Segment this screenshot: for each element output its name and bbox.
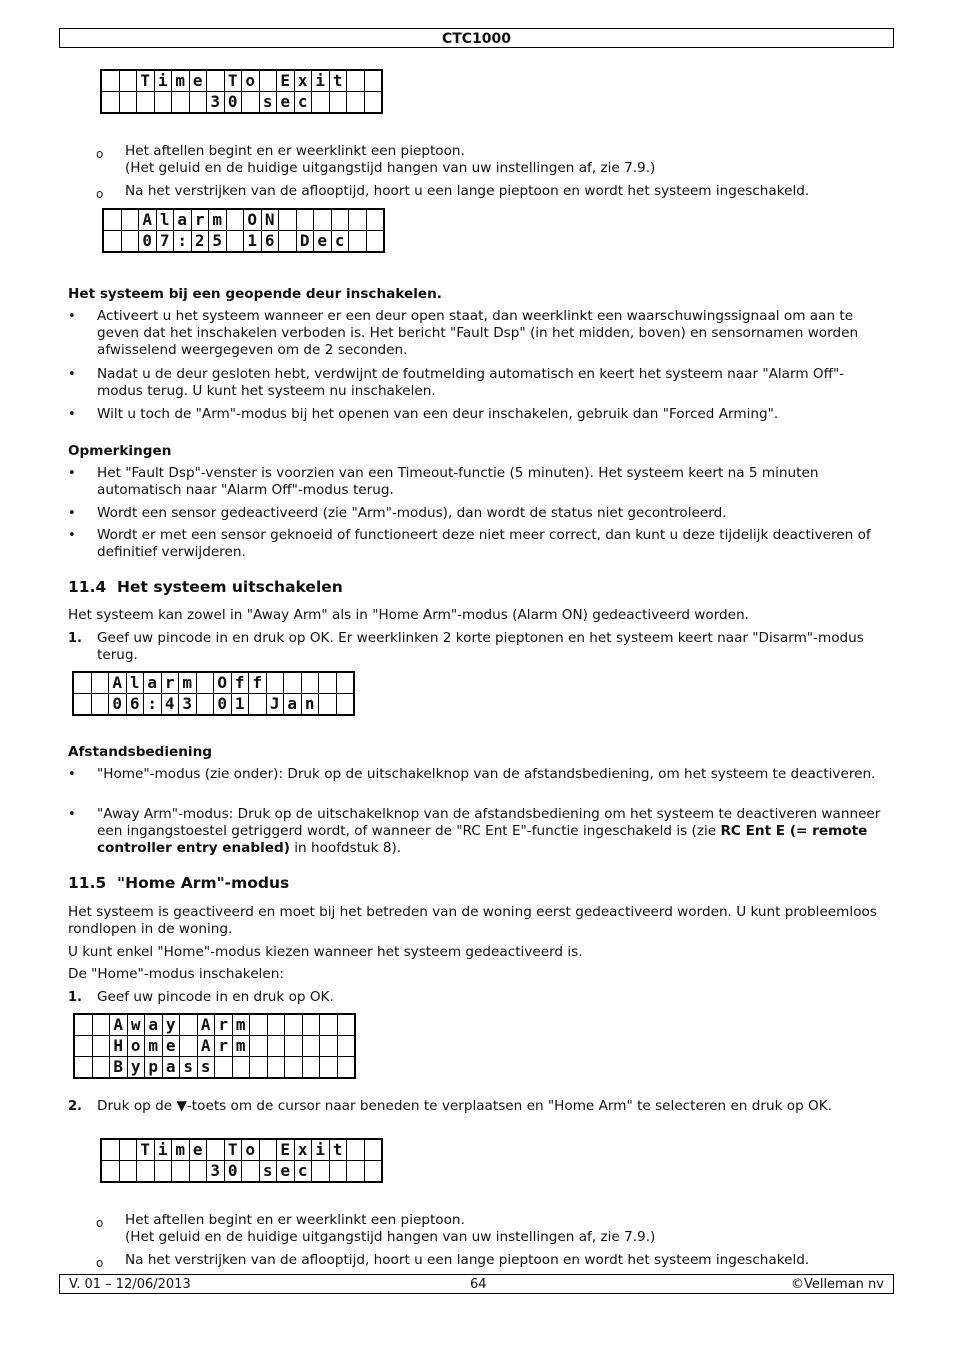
- lcd-cell: 0: [214, 694, 232, 716]
- lcd-cell: [119, 92, 137, 114]
- circle-bullet: o: [96, 1256, 104, 1270]
- lcd-row: [101, 1139, 382, 1161]
- lcd-cell: 0: [139, 231, 157, 253]
- lcd-cell: [207, 70, 225, 92]
- lcd-cell: i: [154, 1139, 172, 1161]
- lcd-cell: [279, 231, 297, 253]
- lcd-cell: m: [209, 209, 227, 231]
- subheading: Afstandsbediening: [68, 744, 213, 760]
- lcd-cell: f: [249, 672, 267, 694]
- lcd-cell: [137, 1161, 155, 1183]
- lcd-cell: [196, 694, 214, 716]
- lcd-cell: 3: [179, 694, 197, 716]
- paragraph: Geef uw pincode in en druk op OK. Er weerklinken 2 korte pieptonen en het systeem keert naar "Disarm"-modus terug.: [97, 630, 864, 663]
- lcd-cell: [137, 92, 155, 114]
- lcd-cell: 6: [126, 694, 144, 716]
- lcd-cell: [267, 1014, 285, 1036]
- lcd-cell: [74, 1057, 92, 1079]
- lcd-cell: 1: [244, 231, 262, 253]
- lcd-cell: c: [331, 231, 349, 253]
- lcd-cell: [364, 1161, 382, 1183]
- lcd-cell: i: [312, 1139, 330, 1161]
- lcd-cell: A: [139, 209, 157, 231]
- lcd-cell: [364, 92, 382, 114]
- lcd-cell: [259, 70, 277, 92]
- paragraph: Geef uw pincode in en druk op OK.: [97, 989, 334, 1005]
- paragraph: Het aftellen begint en er weerklinkt een pieptoon. (Het geluid en de huidige uitgangstijd hangen van uw instellingen af, zie 7.9.): [125, 143, 656, 176]
- lcd-cell: T: [137, 1139, 155, 1161]
- bullet: •: [68, 506, 76, 521]
- footer-version: V. 01 – 12/06/2013: [69, 1277, 191, 1292]
- lcd-cell: [279, 209, 297, 231]
- lcd-cell: [92, 1014, 110, 1036]
- lcd-cell: t: [329, 70, 347, 92]
- lcd-cell: [226, 231, 244, 253]
- lcd-cell: [267, 1057, 285, 1079]
- lcd-display-alarm-on: [102, 208, 385, 253]
- step-number: 1.: [68, 990, 82, 1005]
- lcd-cell: [302, 1036, 320, 1057]
- lcd-display-menu: [73, 1013, 356, 1079]
- bullet: •: [68, 367, 76, 382]
- lcd-cell: [92, 1036, 110, 1057]
- lcd-cell: [301, 672, 319, 694]
- lcd-cell: [336, 694, 354, 716]
- lcd-cell: [101, 92, 119, 114]
- lcd-row: [74, 1036, 355, 1057]
- lcd-cell: [101, 1139, 119, 1161]
- lcd-cell: T: [224, 70, 242, 92]
- lcd-cell: O: [244, 209, 262, 231]
- lcd-cell: [91, 672, 109, 694]
- lcd-cell: N: [261, 209, 279, 231]
- paragraph: Activeert u het systeem wanneer er een deur open staat, dan weerklinkt een waarschuwingssignaal om aan te geven dat het inschakelen verboden is. Het bericht "Fault Dsp" (in het midden, boven) en sensornamen worden afwisselend weergegeven om de 2 seconden.: [97, 308, 859, 358]
- lcd-cell: [119, 1161, 137, 1183]
- lcd-cell: [232, 1057, 250, 1079]
- lcd-cell: [74, 1036, 92, 1057]
- lcd-cell: [347, 1139, 365, 1161]
- paragraph: Druk op de ▼-toets om de cursor naar beneden te verplaatsen en "Home Arm" te selecteren en druk op OK.: [97, 1098, 832, 1114]
- lcd-cell: [207, 1139, 225, 1161]
- lcd-cell: [73, 672, 91, 694]
- lcd-cell: e: [314, 231, 332, 253]
- paragraph: Het systeem is geactiveerd en moet bij het betreden van de woning eerst gedeactiveerd worden. U kunt probleemloos rondlopen in de woning.: [68, 904, 877, 937]
- lcd-cell: 0: [224, 1161, 242, 1183]
- lcd-cell: [101, 1161, 119, 1183]
- lcd-cell: [101, 70, 119, 92]
- lcd-cell: r: [161, 672, 179, 694]
- lcd-cell: [320, 1014, 338, 1036]
- lcd-cell: a: [144, 672, 162, 694]
- lcd-cell: [267, 1036, 285, 1057]
- bullet: •: [68, 407, 76, 422]
- lcd-cell: a: [162, 1057, 180, 1079]
- lcd-cell: i: [312, 70, 330, 92]
- lcd-cell: [312, 92, 330, 114]
- lcd-cell: y: [162, 1014, 180, 1036]
- lcd-cell: [285, 1014, 303, 1036]
- lcd-cell: [284, 672, 302, 694]
- lcd-cell: r: [191, 209, 209, 231]
- lcd-row: [101, 92, 382, 114]
- section-heading-11-4: 11.4 Het systeem uitschakelen: [68, 578, 343, 596]
- lcd-cell: r: [215, 1014, 233, 1036]
- paragraph: U kunt enkel "Home"-modus kiezen wanneer het systeem gedeactiveerd is.: [68, 944, 583, 960]
- lcd-cell: e: [277, 1161, 295, 1183]
- lcd-cell: [314, 209, 332, 231]
- lcd-cell: T: [224, 1139, 242, 1161]
- lcd-cell: [189, 92, 207, 114]
- paragraph: Het aftellen begint en er weerklinkt een pieptoon. (Het geluid en de huidige uitgangstijd hangen van uw instellingen af, zie 7.9.): [125, 1212, 656, 1245]
- lcd-cell: [172, 92, 190, 114]
- lcd-cell: [121, 209, 139, 231]
- lcd-cell: c: [294, 92, 312, 114]
- lcd-cell: [121, 231, 139, 253]
- lcd-cell: s: [197, 1057, 215, 1079]
- lcd-display-time-to-exit: [100, 69, 383, 114]
- circle-bullet: o: [96, 147, 104, 161]
- lcd-cell: p: [145, 1057, 163, 1079]
- lcd-cell: A: [197, 1036, 215, 1057]
- paragraph: Wordt een sensor gedeactiveerd (zie "Arm"-modus), dan wordt de status niet gecontroleerd.: [97, 505, 727, 521]
- lcd-cell: x: [294, 70, 312, 92]
- lcd-cell: B: [110, 1057, 128, 1079]
- lcd-cell: [366, 231, 384, 253]
- lcd-cell: [180, 1036, 198, 1057]
- lcd-cell: [154, 92, 172, 114]
- lcd-cell: [347, 1161, 365, 1183]
- lcd-display-time-to-exit: [100, 1138, 383, 1183]
- lcd-cell: [242, 92, 260, 114]
- lcd-cell: o: [242, 70, 260, 92]
- lcd-cell: s: [259, 1161, 277, 1183]
- lcd-cell: [74, 1014, 92, 1036]
- lcd-cell: [319, 694, 337, 716]
- paragraph: Wilt u toch de "Arm"-modus bij het openen van een deur inschakelen, gebruik dan "Forced Arming".: [97, 406, 779, 422]
- paragraph: Het systeem kan zowel in "Away Arm" als in "Home Arm"-modus (Alarm ON) gedeactiveerd worden.: [68, 607, 749, 623]
- paragraph: Nadat u de deur gesloten hebt, verdwijnt de foutmelding automatisch en keert het systeem naar "Alarm Off"-modus terug. U kunt het systeem nu inschakelen.: [97, 366, 845, 399]
- lcd-cell: D: [296, 231, 314, 253]
- lcd-cell: [366, 209, 384, 231]
- lcd-cell: [242, 1161, 260, 1183]
- lcd-cell: x: [294, 1139, 312, 1161]
- lcd-cell: [347, 92, 365, 114]
- lcd-cell: 0: [224, 92, 242, 114]
- lcd-cell: [250, 1014, 268, 1036]
- lcd-cell: m: [172, 1139, 190, 1161]
- lcd-cell: [103, 231, 121, 253]
- lcd-cell: 5: [209, 231, 227, 253]
- lcd-cell: i: [154, 70, 172, 92]
- paragraph: "Away Arm"-modus: Druk op de uitschakelknop van de afstandsbediening om het systeem te deactiveren wanneer een ingangstoestel getriggerd wordt, of wanneer de "RC Ent E"-functie ingeschakeld is (zie RC Ent E (= remote controller entry enabled) in hoofdstuk 8).: [97, 806, 881, 856]
- lcd-cell: A: [110, 1014, 128, 1036]
- lcd-cell: [92, 1057, 110, 1079]
- paragraph: Het "Fault Dsp"-venster is voorzien van een Timeout-functie (5 minuten). Het systeem keert na 5 minuten automatisch naar "Alarm Off"-modus terug.: [97, 465, 819, 498]
- paragraph: "Home"-modus (zie onder): Druk op de uitschakelknop van de afstandsbediening, om het systeem te deactiveren.: [97, 766, 876, 782]
- lcd-cell: w: [127, 1014, 145, 1036]
- lcd-cell: a: [284, 694, 302, 716]
- section-heading-11-5: 11.5 "Home Arm"-modus: [68, 874, 290, 892]
- page-footer: [59, 1274, 894, 1294]
- lcd-cell: [337, 1014, 355, 1036]
- step-number: 1.: [68, 631, 82, 646]
- lcd-cell: [266, 672, 284, 694]
- lcd-cell: s: [259, 92, 277, 114]
- lcd-row: [73, 694, 354, 716]
- lcd-cell: T: [137, 70, 155, 92]
- lcd-cell: n: [301, 694, 319, 716]
- lcd-cell: e: [277, 92, 295, 114]
- lcd-cell: [329, 92, 347, 114]
- lcd-cell: [119, 70, 137, 92]
- lcd-cell: :: [174, 231, 192, 253]
- lcd-row: [74, 1057, 355, 1079]
- lcd-cell: A: [109, 672, 127, 694]
- lcd-cell: c: [294, 1161, 312, 1183]
- lcd-cell: m: [232, 1036, 250, 1057]
- footer-copyright: ©Velleman nv: [790, 1277, 884, 1292]
- lcd-cell: 7: [156, 231, 174, 253]
- lcd-row: [101, 70, 382, 92]
- lcd-cell: [302, 1057, 320, 1079]
- lcd-cell: e: [189, 70, 207, 92]
- lcd-cell: [329, 1161, 347, 1183]
- lcd-cell: [320, 1057, 338, 1079]
- lcd-cell: [349, 209, 367, 231]
- lcd-cell: H: [110, 1036, 128, 1057]
- lcd-cell: [336, 672, 354, 694]
- lcd-cell: [347, 70, 365, 92]
- lcd-cell: [337, 1036, 355, 1057]
- lcd-cell: [349, 231, 367, 253]
- lcd-cell: [319, 672, 337, 694]
- lcd-cell: [337, 1057, 355, 1079]
- circle-bullet: o: [96, 1216, 104, 1230]
- lcd-cell: [172, 1161, 190, 1183]
- lcd-cell: [215, 1057, 233, 1079]
- lcd-cell: m: [232, 1014, 250, 1036]
- lcd-cell: [250, 1036, 268, 1057]
- lcd-cell: [249, 694, 267, 716]
- step-number: 2.: [68, 1099, 82, 1114]
- lcd-cell: l: [156, 209, 174, 231]
- lcd-row: [103, 231, 384, 253]
- lcd-cell: [103, 209, 121, 231]
- lcd-cell: f: [231, 672, 249, 694]
- lcd-cell: [285, 1057, 303, 1079]
- lcd-cell: [364, 70, 382, 92]
- lcd-cell: a: [174, 209, 192, 231]
- subheading: Opmerkingen: [68, 443, 172, 459]
- bullet: •: [68, 807, 76, 822]
- lcd-cell: [73, 694, 91, 716]
- lcd-cell: 1: [231, 694, 249, 716]
- lcd-cell: 3: [207, 1161, 225, 1183]
- lcd-cell: 0: [109, 694, 127, 716]
- lcd-cell: [331, 209, 349, 231]
- lcd-cell: l: [126, 672, 144, 694]
- lcd-cell: [302, 1014, 320, 1036]
- lcd-cell: [250, 1057, 268, 1079]
- lcd-cell: m: [179, 672, 197, 694]
- lcd-cell: [154, 1161, 172, 1183]
- lcd-cell: E: [277, 70, 295, 92]
- lcd-cell: 3: [207, 92, 225, 114]
- lcd-cell: [296, 209, 314, 231]
- lcd-cell: e: [162, 1036, 180, 1057]
- lcd-row: [73, 672, 354, 694]
- lcd-cell: [285, 1036, 303, 1057]
- lcd-cell: [119, 1139, 137, 1161]
- subheading: Het systeem bij een geopende deur inschakelen.: [68, 286, 442, 302]
- circle-bullet: o: [96, 187, 104, 201]
- lcd-cell: [320, 1036, 338, 1057]
- header-title: CTC1000: [441, 31, 512, 47]
- lcd-cell: o: [242, 1139, 260, 1161]
- lcd-cell: o: [127, 1036, 145, 1057]
- lcd-cell: 4: [161, 694, 179, 716]
- lcd-cell: E: [277, 1139, 295, 1161]
- lcd-cell: [364, 1139, 382, 1161]
- paragraph: De "Home"-modus inschakelen:: [68, 966, 284, 982]
- lcd-cell: [180, 1014, 198, 1036]
- lcd-cell: :: [144, 694, 162, 716]
- lcd-cell: [196, 672, 214, 694]
- bullet: •: [68, 309, 76, 324]
- lcd-cell: r: [215, 1036, 233, 1057]
- lcd-cell: m: [172, 70, 190, 92]
- lcd-row: [101, 1161, 382, 1183]
- paragraph: Na het verstrijken van de aflooptijd, hoort u een lange pieptoon en wordt het systeem ingeschakeld.: [125, 183, 810, 199]
- lcd-cell: e: [189, 1139, 207, 1161]
- paragraph: Wordt er met een sensor geknoeid of functioneert deze niet meer correct, dan kunt u deze tijdelijk deactiveren of definitief verwijderen.: [97, 527, 871, 560]
- lcd-cell: [312, 1161, 330, 1183]
- lcd-cell: y: [127, 1057, 145, 1079]
- lcd-cell: s: [180, 1057, 198, 1079]
- lcd-cell: a: [145, 1014, 163, 1036]
- lcd-cell: J: [266, 694, 284, 716]
- lcd-cell: [259, 1139, 277, 1161]
- lcd-cell: t: [329, 1139, 347, 1161]
- bullet: •: [68, 528, 76, 543]
- page-number: 64: [470, 1277, 487, 1292]
- lcd-cell: [189, 1161, 207, 1183]
- paragraph: Na het verstrijken van de aflooptijd, hoort u een lange pieptoon en wordt het systeem ingeschakeld.: [125, 1252, 810, 1268]
- lcd-row: [74, 1014, 355, 1036]
- lcd-cell: m: [145, 1036, 163, 1057]
- bullet: •: [68, 767, 76, 782]
- lcd-row: [103, 209, 384, 231]
- lcd-display-alarm-off: [72, 671, 355, 716]
- page-header: [59, 28, 894, 48]
- lcd-cell: 2: [191, 231, 209, 253]
- lcd-cell: A: [197, 1014, 215, 1036]
- lcd-cell: [226, 209, 244, 231]
- lcd-cell: O: [214, 672, 232, 694]
- bullet: •: [68, 466, 76, 481]
- lcd-cell: [91, 694, 109, 716]
- lcd-cell: 6: [261, 231, 279, 253]
